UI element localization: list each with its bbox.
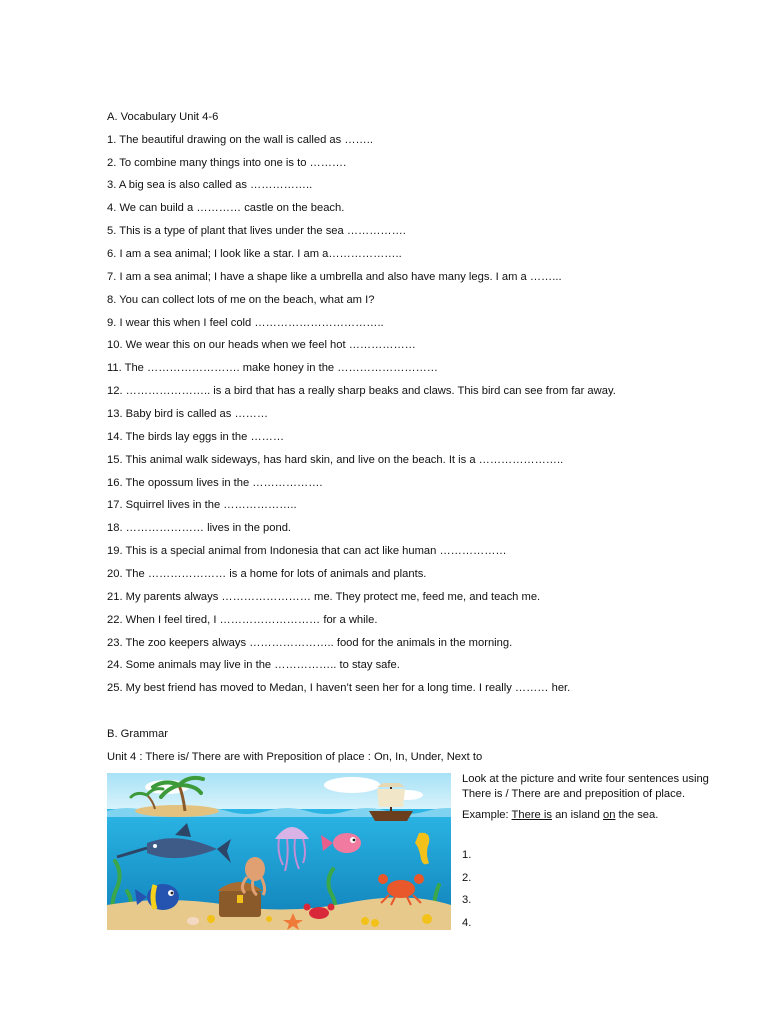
grammar-instruction-panel [462, 772, 722, 823]
question-23: 23. The zoo keepers always ………………….. food for the animals in the morning. [107, 637, 513, 649]
question-2: 2. To combine many things into one is to ………. [107, 157, 347, 169]
section-b-heading: B. Grammar [107, 728, 168, 740]
question-16: 16. The opossum lives in the ………………. [107, 477, 323, 489]
question-9: 9. I wear this when I feel cold …………………………….. [107, 317, 384, 329]
example-preposition: on [602, 809, 616, 821]
underwater-scene-image [107, 773, 451, 930]
answer-line-4: 4. [462, 917, 472, 929]
question-24: 24. Some animals may live in the …………….. to stay safe. [107, 659, 400, 671]
question-17: 17. Squirrel lives in the ……………….. [107, 499, 297, 511]
example-label: Example: [462, 809, 512, 821]
question-15: 15. This animal walk sideways, has hard skin, and live on the beach. It is a ………………….. [107, 454, 564, 466]
answer-line-3: 3. [462, 894, 472, 906]
question-1: 1. The beautiful drawing on the wall is called as …….. [107, 134, 373, 146]
question-11: 11. The ……………………. make honey in the ……………………… [107, 362, 438, 374]
answer-line-2: 2. [462, 872, 472, 884]
grammar-example [462, 808, 722, 823]
question-14: 14. The birds lay eggs in the ……… [107, 431, 285, 443]
question-3: 3. A big sea is also called as …………….. [107, 179, 313, 191]
question-19: 19. This is a special animal from Indonesia that can act like human ……………… [107, 545, 507, 557]
question-12: 12. ………………….. is a bird that has a really sharp beaks and claws. This bird can see from far away. [107, 385, 616, 397]
example-there-is: There is [511, 809, 552, 821]
question-8: 8. You can collect lots of me on the beach, what am I? [107, 294, 375, 306]
question-25: 25. My best friend has moved to Medan, I haven’t seen her for a long time. I really ……… her. [107, 682, 571, 694]
grammar-unit-title: Unit 4 : There is/ There are with Preposition of place : On, In, Under, Next to [107, 751, 483, 763]
example-middle: an island [551, 809, 603, 821]
question-4: 4. We can build a ………… castle on the beach. [107, 202, 345, 214]
question-13: 13. Baby bird is called as ……… [107, 408, 269, 420]
question-7: 7. I am a sea animal; I have a shape like a umbrella and also have many legs. I am a ……... [107, 271, 562, 283]
question-18: 18. ………………… lives in the pond. [107, 522, 292, 534]
answer-line-1: 1. [462, 849, 472, 861]
question-20: 20. The ………………… is a home for lots of animals and plants. [107, 568, 427, 580]
section-a-heading: A. Vocabulary Unit 4-6 [107, 111, 219, 123]
question-22: 22. When I feel tired, I ……………………… for a while. [107, 614, 378, 626]
grammar-instruction: Look at the picture and write four sentences using There is / There are and preposition of place. [462, 773, 709, 800]
question-5: 5. This is a type of plant that lives under the sea ……………. [107, 225, 406, 237]
example-suffix: the sea. [615, 809, 659, 821]
question-21: 21. My parents always …………………… me. They protect me, feed me, and teach me. [107, 591, 541, 603]
question-6: 6. I am a sea animal; I look like a star. I am a……………….. [107, 248, 402, 260]
question-10: 10. We wear this on our heads when we feel hot ……………… [107, 339, 416, 351]
